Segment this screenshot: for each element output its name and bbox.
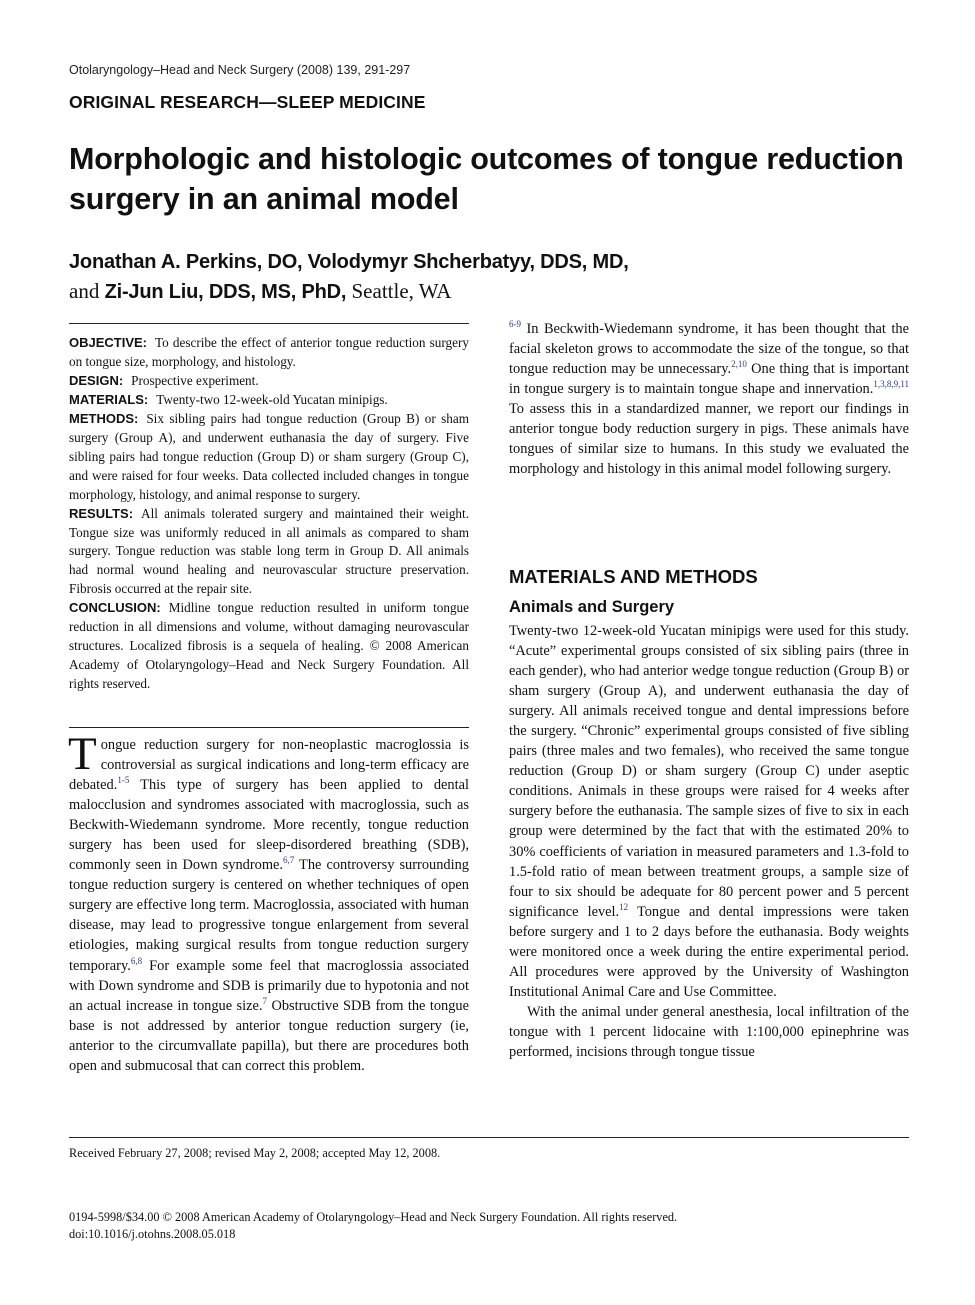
citation[interactable]: 12 (619, 901, 629, 912)
received-footnote: Received February 27, 2008; revised May 2, 2008; accepted May 12, 2008. (69, 1146, 441, 1160)
intro-continuation (509, 319, 909, 479)
intro-sentence: In Beckwith-Wiedemann syndrome, it has been thought that the facial skeleton grows to accommodate the size of the tongue, so that tongue reduction may be unnecessary. (509, 321, 909, 378)
abstract-objective (69, 334, 469, 372)
methods-sentence: Tongue and dental impressions were taken before surgery and 1 to 2 days before the euthanasia. Body weights were monitored once a week during the entire experimental period. All procedures were approved by the University of Washington Institutional Animal Care and Use Committee. (509, 903, 909, 1000)
results-text: All animals tolerated surgery and maintained their weight. Tongue size was uniformly reduced in all animals as compared to sham surgery. Tongue reduction was stable long term in Group D. All animals had normal wound healing and neurovascular structure preservation. Fibrosis occurred at the repair site. (69, 505, 469, 597)
intro-sentence: This type of surgery has been applied to dental malocclusion and syndromes associated with macroglossia, such as Beckwith-Wiedemann syndrome. More recently, tongue reduction surgery has been used for sleep-disordered breathing (SDB), commonly seen in Down syndrome. (69, 777, 469, 874)
citation[interactable]: 6,8 (130, 955, 143, 966)
doi-line[interactable]: doi:10.1016/j.otohns.2008.05.018 (69, 1227, 236, 1241)
methods-sentence: Twenty-two 12-week-old Yucatan minipigs were used for this study. “Acute” experimental groups consisted of six sibling pairs (three in each gender), who had anterior wedge tongue reduction (Group B) or sham surgery (Group A), and underwent euthanasia the day of surgery. All animals received tongue and dental impressions before the surgery. “Chronic” experimental groups consisted of five sibling pairs (three males and two females), who received the same tongue reduction (Group D) or sham surgery (Group C) under aseptic conditions. Animals in these groups were raised for 4 weeks after surgery before the euthanasia. The sample sizes of five to six in each group were determined by the fact that with the estimated 20% to 30% coefficients of variation in measured parameters and 1.3-fold to 1.5-fold ratio of mean between treatment groups, a sample size of four to six should be adequate for 80 percent power and 5 percent significance level. (509, 623, 909, 920)
objective-label: OBJECTIVE: (69, 335, 148, 350)
abstract (69, 334, 469, 694)
intro-column-left (68, 728, 470, 1076)
intro-sentence: The controversy surrounding tongue reduction surgery is centered on whether techniques of open surgery are effective long term. Macroglossia, associated with human disease, may lead to progressive tongue enlargement from several etiologies, making surgical results from tongue reduction surgery temporary. (69, 857, 469, 974)
results-label: RESULTS: (69, 505, 134, 521)
drop-cap: T (68, 728, 97, 780)
materials-label: MATERIALS: (69, 391, 149, 407)
design-text: Prospective experiment. (131, 372, 259, 388)
article-title: Morphologic and histologic outcomes of tongue reduction surgery in an animal model (69, 142, 904, 216)
abstract-materials (69, 391, 469, 410)
methods-text (509, 621, 909, 1062)
author-3: Zi-Jun Liu, DDS, MS, PhD, (104, 281, 347, 303)
abstract-bottom-rule (69, 727, 469, 728)
materials-text: Twenty-two 12-week-old Yucatan minipigs. (156, 391, 388, 407)
objective-text: To describe the effect of anterior tongue reduction surgery on tongue size, morphology, and histology. (69, 335, 469, 369)
citation[interactable]: 6-9 (509, 319, 521, 330)
subsection-heading: Animals and Surgery (509, 598, 675, 616)
page-footer (69, 1209, 909, 1243)
section-heading: MATERIALS AND METHODS (509, 566, 758, 587)
intro-sentence: For example some feel that macroglossia associated with Down syndrome and SDB is primarily due to hypotonia and not an actual increase in tongue size. (69, 957, 469, 1014)
intro-sentence: To assess this in a standardized manner, we report our findings in anterior tongue body reduction surgery in pigs. These animals have tongues of similar size to humans. In this study we evaluated the morphology and histology in this animal model following surgery. (509, 401, 909, 478)
methods-paragraph-1 (509, 621, 909, 1002)
section-label: ORIGINAL RESEARCH—SLEEP MEDICINE (69, 92, 426, 112)
author-conjunction: and (69, 279, 100, 303)
citation[interactable]: 6,7 (283, 855, 295, 866)
abstract-methods (69, 410, 469, 505)
conclusion-text: Midline tongue reduction resulted in uniform tongue reduction in all dimensions and volume, without damaging neurovascular structures. Localized fibrosis is a sequela of healing. (69, 600, 469, 654)
copyright-text: © 2008 American Academy of Otolaryngology–Head and Neck Surgery Foundation. All rights reserved. (69, 638, 470, 692)
conclusion-label: CONCLUSION: (69, 600, 161, 616)
citation[interactable]: 1,3,8,9,11 (873, 379, 909, 390)
intro-sentence: One thing that is important in tongue surgery is to maintain tongue shape and innervation. (509, 361, 909, 398)
intro-column-right (509, 319, 909, 479)
author-2: Volodymyr Shcherbatyy, DDS, MD, (307, 251, 629, 273)
citation[interactable]: 2,10 (731, 359, 747, 370)
author-1: Jonathan A. Perkins, DO, (69, 251, 303, 273)
journal-citation: Otolaryngology–Head and Neck Surgery (2008) 139, 291-297 (69, 63, 411, 77)
abstract-top-rule (69, 323, 469, 324)
abstract-results (69, 505, 469, 600)
methods-text: Six sibling pairs had tongue reduction (Group B) or sham surgery (Group A), and underwent euthanasia the day of surgery. Five sibling pairs had tongue reduction (Group D) or sham surgery (Group C), and were raised for four weeks. Data collected included changes in tongue morphology, histology, and animal response to surgery. (69, 410, 469, 502)
citation[interactable]: 1-5 (117, 775, 130, 786)
author-location: Seattle, WA (351, 279, 452, 303)
intro-sentence: Obstructive SDB from the tongue base is not addressed by anterior tongue reduction surgery (ie, anterior to the circumvallate papilla), but there are procedures both open and submucosal that can correct this problem. (69, 997, 470, 1074)
methods-label: METHODS: (69, 410, 139, 426)
intro-sentence: ongue reduction surgery for non-neoplastic macroglossia is controversial as surgical indications and long-term efficacy are debated. (69, 737, 469, 794)
design-label: DESIGN: (69, 372, 124, 388)
abstract-conclusion (69, 599, 469, 694)
intro-paragraph (68, 728, 470, 1076)
abstract-design (69, 372, 469, 391)
methods-paragraph-2: With the animal under general anesthesia, local infiltration of the tongue with 1 percent lidocaine with 1:100,000 epinephrine was performed, incisions through tongue tissue (509, 1003, 909, 1060)
citation[interactable]: 7 (262, 995, 268, 1006)
issn-line: 0194-5998/$34.00 © 2008 American Academy of Otolaryngology–Head and Neck Surgery Foundation. All rights reserved. (69, 1210, 678, 1224)
footnote-rule (69, 1137, 909, 1138)
author-list (69, 247, 909, 307)
